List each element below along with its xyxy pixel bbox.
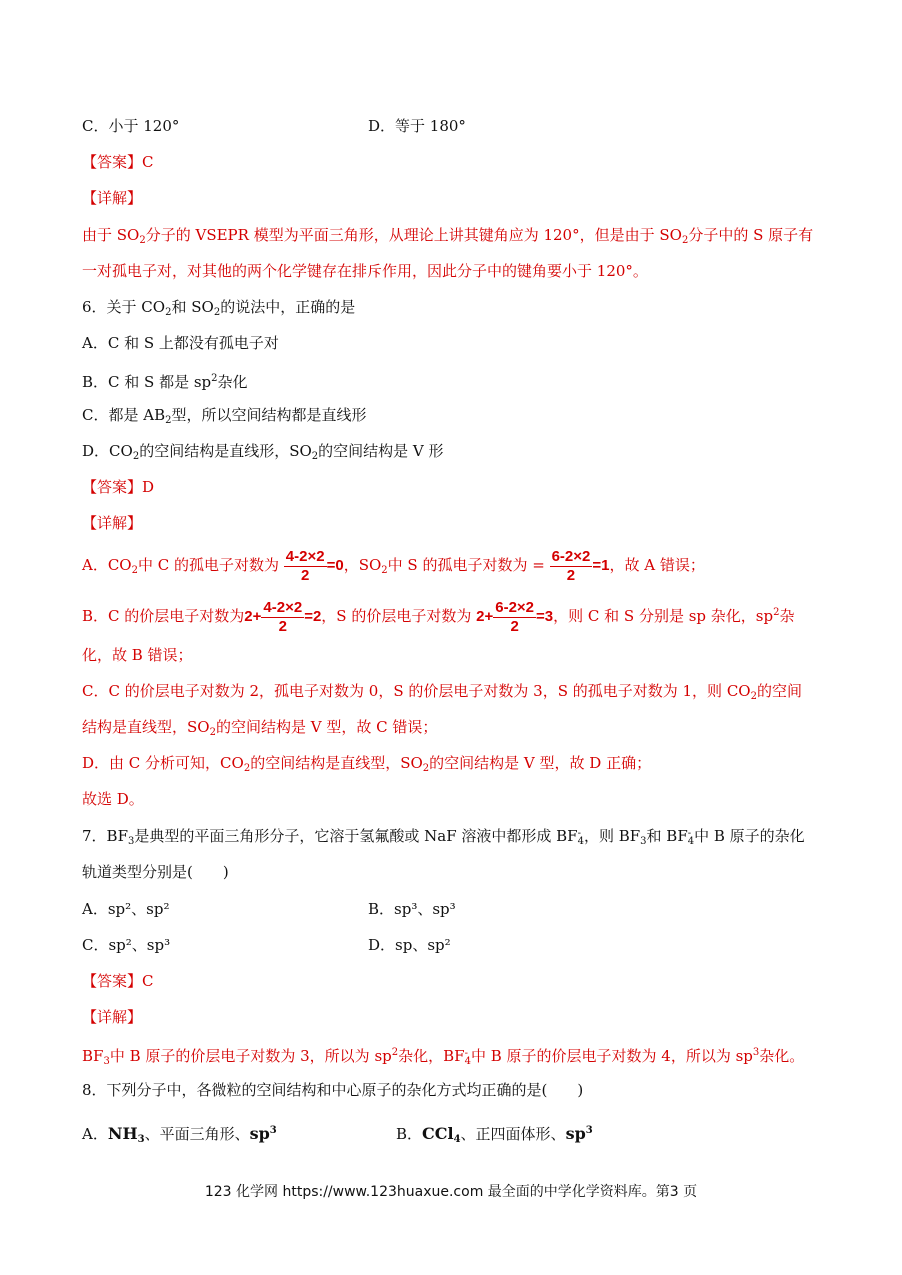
q6-stem: 6．关于 $CO_2$和 $SO_2$的说法中，正确的是 [82, 298, 356, 318]
q8-options-row [82, 1121, 832, 1150]
q8-stem: 8．下列分子中，各微粒的空间结构和中心原子的杂化方式均正确的是( ) [82, 1081, 584, 1099]
q6-explanation-b-line2: 化，故 B 错误； [82, 646, 193, 664]
q7-option-c[interactable]: C．sp²、sp³ [82, 936, 171, 954]
q6-option-b[interactable]: B．C 和 S 都是 $sp^2$杂化 [82, 373, 248, 391]
q8-option-a[interactable]: A．$NH_3$、平面三角形、$sp^3$ [82, 1124, 277, 1145]
q7-stem-line1: 7．$BF_3$是典型的平面三角形分子，它溶于氢氟酸或 NaF 溶液中都形成 BF - $_4$，则 $BF_3$和 BF - $_4$中 B 原子的杂化 [82, 827, 805, 847]
q5-explanation-line2: 一对孤电子对，对其他的两个化学键存在排斥作用，因此分子中的键角要小于 120°。 [82, 262, 648, 280]
q7-option-d[interactable]: D．sp、sp² [368, 936, 451, 954]
q7-option-a[interactable]: A．sp²、sp² [82, 900, 170, 918]
q5-options-row [82, 116, 832, 136]
fraction: $\frac{4-2\times 2}{2}$ [263, 598, 303, 635]
q7-answer: 【答案】C [82, 972, 154, 990]
q6-detail-label: 【详解】 [82, 514, 143, 532]
q7-explanation: $BF_3$中 B 原子的价层电子对数为 3，所以为 $sp^2$杂化，BF - $_4$中 B 原子的价层电子对数为 4，所以为 $sp^3$杂化。 [82, 1047, 805, 1067]
q7-options-row1 [82, 899, 832, 919]
q6-explanation-d: D．由 C 分析可知，$CO_2$的空间结构是直线型，$SO_2$的空间结构是 V 型，故 D 正确； [82, 754, 652, 774]
q7-detail-label: 【详解】 [82, 1008, 143, 1026]
page-footer: 123 化学网 https://www.123huaxue.com 最全面的中学化学资料库。第3 页 [204, 1184, 698, 1200]
q7-options-row2 [82, 935, 832, 955]
q5-option-d[interactable]: D．等于 180° [368, 117, 466, 135]
q6-explanation-b-line1: B．C 的价层电子对数为2+ $\frac{4-2\times 2}{2}$ =2，S 的价层电子对数为 2+ $\frac{6-2\times 2}{2}$ =3，则 C 和 S 分别是 sp 杂化，$sp^2$杂 [82, 598, 795, 635]
q6-conclusion: 故选 D。 [82, 790, 144, 808]
q6-explanation-c-line1: C．C 的价层电子对数为 2，孤电子对数为 0，S 的价层电子对数为 3，S 的孤电子对数为 1，则 $CO_2$的空间 [82, 682, 802, 702]
q5-answer: 【答案】C [82, 153, 154, 171]
q5-detail-label: 【详解】 [82, 189, 143, 207]
q6-option-d[interactable]: D．$CO_2$的空间结构是直线形，$SO_2$的空间结构是 V 形 [82, 442, 444, 462]
q7-option-b[interactable]: B．sp³、sp³ [368, 900, 456, 918]
q6-explanation-a: A．$CO_2$中 C 的孤电子对数为 $\frac{4-2\times 2}{2}$ =0，$SO_2$中 S 的孤电子对数为 = $\frac{6-2\times 2}{2}$ =1，故 A 错误； [82, 547, 705, 584]
q7-stem-line2: 轨道类型分别是( ) [82, 863, 229, 881]
q5-explanation-line1: 由于 $SO_2$分子的 VSEPR 模型为平面三角形，从理论上讲其键角应为 120°，但是由于 $SO_2$分子中的 S 原子有 [82, 226, 814, 246]
fraction: $\frac{4-2\times 2}{2}$ [285, 547, 325, 584]
q6-answer: 【答案】D [82, 478, 155, 496]
q5-option-c[interactable]: C．小于 120° [82, 117, 180, 135]
fraction: $\frac{6-2\times 2}{2}$ [495, 598, 535, 635]
q6-option-c[interactable]: C．都是 $AB_2$型，所以空间结构都是直线形 [82, 406, 367, 426]
q6-explanation-c-line2: 结构是直线型，$SO_2$的空间结构是 V 型，故 C 错误； [82, 718, 438, 738]
q6-option-a[interactable]: A．C 和 S 上都没有孤电子对 [82, 334, 279, 352]
q8-option-b[interactable]: B．CCl$_4$、正四面体形、$sp^3$ [396, 1124, 593, 1145]
fraction: $\frac{6-2\times 2}{2}$ [551, 547, 591, 584]
